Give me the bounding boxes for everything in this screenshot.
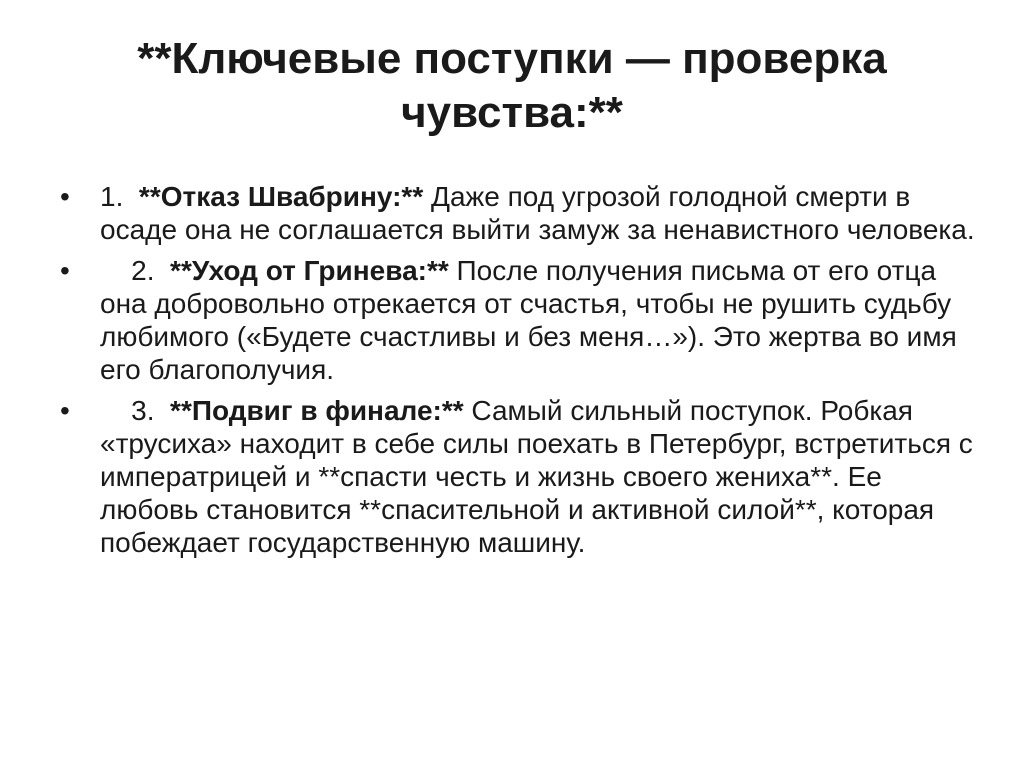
bullet-item-1 <box>60 180 980 246</box>
item-number: 1. <box>100 181 124 212</box>
bullet-item-2 <box>60 254 980 386</box>
item-text: Самый сильный поступок. Робкая «трусиха» находит в себе силы поехать в Петербург, встретиться с императрицей и **спасти честь и жизнь своего жениха**. Ее любовь становится **спасительной и активной силой**, которая побеждает государственную машину. <box>100 395 973 558</box>
bullet-dot-icon: • <box>60 395 70 426</box>
item-text: После получения письма от его отца она добровольно отрекается от счастья, чтобы не рушить судьбу любимого («Будете счастливы и без меня…»). Это жертва во имя его благополучия. <box>100 255 957 385</box>
bullet-list <box>60 180 980 567</box>
item-number: 2. <box>131 255 155 286</box>
bullet-dot-icon: • <box>60 181 70 212</box>
slide-title: **Ключевые поступки — проверка чувства:** <box>137 34 887 137</box>
bullet-item-3 <box>60 394 980 559</box>
item-text: Даже под угрозой голодной смерти в осаде она не соглашается выйти замуж за ненавистного человека. <box>100 181 975 245</box>
item-number: 3. <box>131 395 155 426</box>
item-lead: **Подвиг в финале:** <box>170 395 464 426</box>
item-lead: **Отказ Швабрину:** <box>138 181 424 212</box>
bullet-dot-icon: • <box>60 255 70 286</box>
item-lead: **Уход от Гринева:** <box>170 255 449 286</box>
